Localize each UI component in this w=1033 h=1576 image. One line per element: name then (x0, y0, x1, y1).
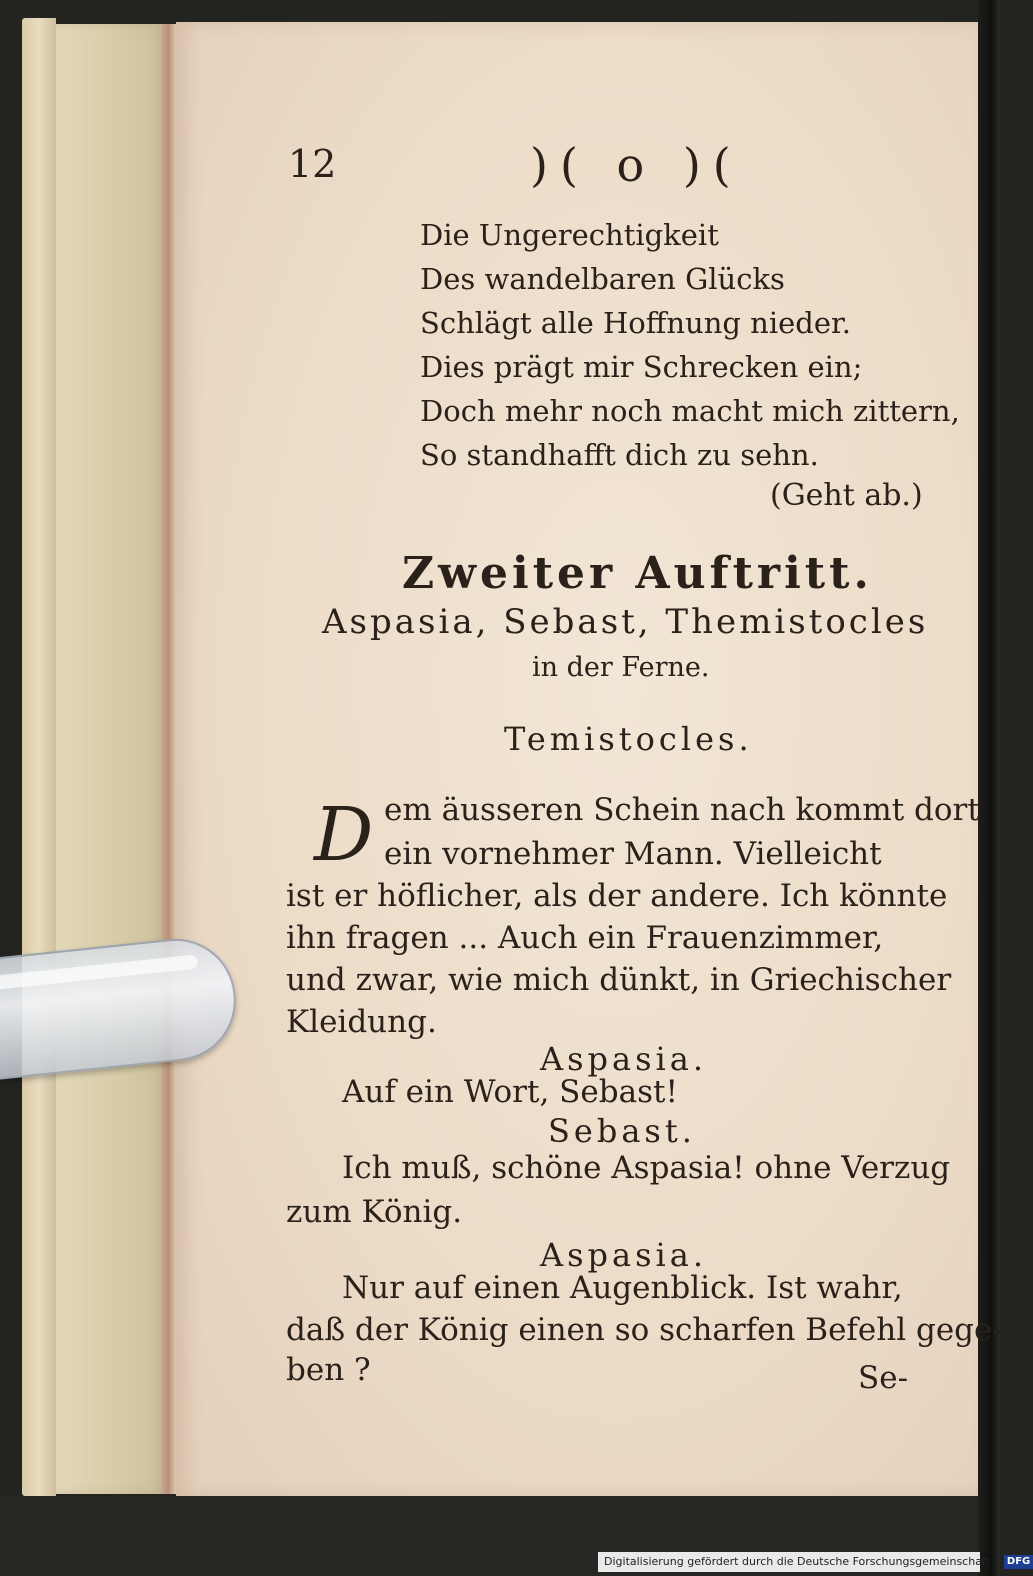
speech-aspasia-2-line-1: Nur auf einen Augenblick. Ist wahr, (342, 1270, 903, 1306)
scene-characters: Aspasia, Sebast, Themistocles (322, 602, 929, 642)
speech-sebast-line-1: Ich muß, schöne Aspasia! ohne Verzug (342, 1150, 951, 1186)
verse-line-5: Doch mehr noch macht mich zittern, (420, 394, 960, 428)
scene-characters-note: in der Ferne. (532, 652, 710, 683)
speech-aspasia-1: Auf ein Wort, Sebast! (342, 1074, 678, 1110)
verse-line-4: Dies prägt mir Schrecken ein; (420, 350, 863, 384)
clip-highlight (0, 954, 198, 991)
verse-line-2: Des wandelbaren Glücks (420, 262, 785, 296)
stage-direction: (Geht ab.) (770, 478, 923, 513)
speech-line-4: ihn fragen ... Auch ein Frauenzimmer, (286, 920, 884, 956)
speech-line-1: em äusseren Schein nach kommt dort (384, 792, 980, 828)
speaker-sebast: Sebast. (548, 1112, 696, 1150)
verse-line-6: So standhafft dich zu sehn. (420, 438, 819, 472)
drop-capital: D (314, 792, 374, 878)
speech-aspasia-2-line-3: ben ? (286, 1352, 371, 1388)
page-number: 12 (288, 142, 337, 186)
speech-line-2: ein vornehmer Mann. Vielleicht (384, 836, 882, 872)
speech-sebast-line-2: zum König. (286, 1194, 463, 1230)
speaker-aspasia: Aspasia. (540, 1040, 707, 1078)
speaker-aspasia-2: Aspasia. (540, 1236, 707, 1274)
book-page-edges (56, 24, 166, 1494)
book-edge-stack (22, 18, 56, 1496)
dfg-logo: DFG (1004, 1555, 1033, 1569)
speech-aspasia-2-line-2: daß der König einen so scharfen Befehl gege- (286, 1312, 1003, 1348)
footer-text: Digitalisierung gefördert durch die Deutsche Forschungsgemeinschaft - (604, 1555, 998, 1568)
page-fold-shadow (162, 24, 176, 1494)
catchword: Se- (858, 1360, 909, 1396)
speech-line-3: ist er höflicher, als der andere. Ich könnte (286, 878, 948, 914)
header-ornament: )( o )( (530, 138, 743, 192)
digitization-footer (598, 1552, 1031, 1572)
speaker-temistocles: Temistocles. (504, 720, 753, 758)
speech-line-5: und zwar, wie mich dünkt, in Griechischer (286, 962, 952, 998)
verse-line-1: Die Ungerechtigkeit (420, 218, 719, 252)
speech-line-6: Kleidung. (286, 1004, 437, 1040)
verse-line-3: Schlägt alle Hoffnung nieder. (420, 306, 851, 340)
scene-title: Zweiter Auftritt. (402, 548, 873, 599)
